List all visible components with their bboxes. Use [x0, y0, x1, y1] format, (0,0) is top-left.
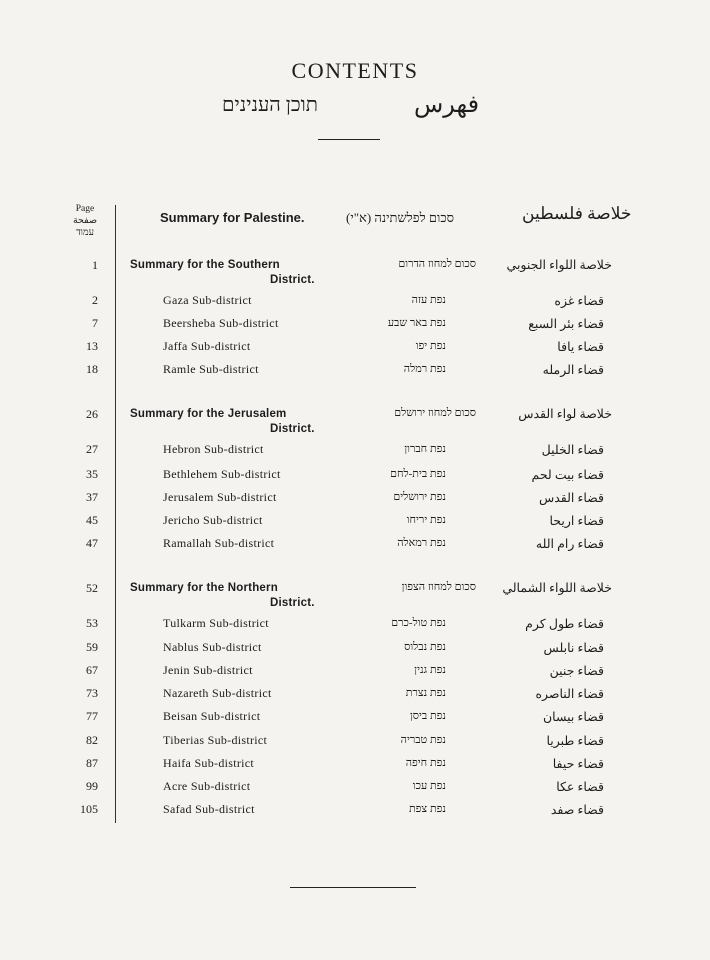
toc-subdistrict-name: Nablus Sub-district — [163, 640, 262, 654]
toc-arabic-label: خلاصة اللواء الشمالي — [502, 581, 612, 595]
toc-arabic-label: قضاء الرمله — [542, 363, 604, 377]
toc-subdistrict-name: Jericho Sub-district — [163, 513, 263, 527]
toc-arabic-label: قضاء جنين — [549, 664, 604, 678]
toc-hebrew-label: נפת צפת — [408, 803, 446, 815]
toc-subdistrict-name: Tiberias Sub-district — [163, 733, 268, 747]
toc-arabic-label: قضاء القدس — [538, 491, 604, 505]
toc-arabic-label: قضاء الناصره — [535, 687, 604, 701]
toc-subdistrict-name: Jenin Sub-district — [163, 663, 253, 677]
toc-page-number: 26 — [86, 407, 98, 421]
toc-hebrew-label: נפת ביסן — [409, 710, 446, 722]
toc-arabic-label: قضاء طول كرم — [525, 617, 604, 631]
toc-arabic-label: قضاء حيفا — [552, 757, 604, 771]
toc-page-number: 73 — [86, 686, 98, 700]
toc-arabic-label: خلاصة اللواء الجنوبي — [506, 258, 612, 272]
toc-hebrew-label: סכום למחוז ירושלם — [394, 407, 476, 419]
toc-subdistrict-name: Safad Sub-district — [163, 802, 255, 816]
toc-hebrew-label: נפת גנין — [414, 664, 446, 676]
toc-subdistrict-name: Jerusalem Sub-district — [163, 490, 277, 504]
toc-hebrew-label: נפת רמלה — [403, 363, 446, 375]
toc-arabic-label: قضاء صفد — [550, 803, 604, 817]
page-column-divider — [115, 205, 116, 823]
toc-hebrew-label: נפת עכו — [412, 780, 446, 792]
toc-hebrew-label: נפת באר שבע — [387, 317, 446, 329]
toc-hebrew-label: נפת יריחו — [406, 514, 446, 526]
toc-page-number: 52 — [86, 581, 98, 595]
page-header-hebrew: עמוד — [75, 228, 94, 238]
toc-page-number: 7 — [92, 316, 98, 330]
toc-section-heading — [130, 258, 315, 288]
toc-subdistrict-name: Acre Sub-district — [163, 779, 251, 793]
toc-section-heading-line2: District. — [270, 423, 315, 435]
title-divider — [318, 139, 380, 140]
toc-subdistrict-name: Nazareth Sub-district — [163, 686, 272, 700]
toc-page-number: 13 — [86, 339, 98, 353]
summary-palestine-english: Summary for Palestine. — [160, 210, 305, 225]
toc-hebrew-label: נפת טבריה — [400, 734, 446, 746]
toc-subdistrict-name: Hebron Sub-district — [163, 442, 264, 456]
toc-page-number: 82 — [86, 733, 98, 747]
toc-page-number: 45 — [86, 513, 98, 527]
toc-section-heading-line2: District. — [270, 274, 315, 286]
toc-hebrew-label: נפת עזה — [411, 294, 446, 306]
toc-page-number: 77 — [86, 709, 98, 723]
toc-arabic-label: قضاء بئر السبع — [528, 317, 604, 331]
toc-subdistrict-name: Beisan Sub-district — [163, 709, 261, 723]
toc-hebrew-label: נפת ירושלים — [393, 491, 446, 503]
toc-page-number: 105 — [80, 802, 98, 816]
toc-hebrew-label: נפת נבלוס — [404, 641, 446, 653]
toc-page-number: 18 — [86, 362, 98, 376]
toc-subdistrict-name: Ramle Sub-district — [163, 362, 259, 376]
toc-page-number: 35 — [86, 467, 98, 481]
toc-subdistrict-name: Jaffa Sub-district — [163, 339, 251, 353]
toc-arabic-label: قضاء يافا — [557, 340, 604, 354]
toc-section-heading — [130, 581, 315, 611]
toc-arabic-label: قضاء نابلس — [543, 641, 604, 655]
summary-palestine-hebrew: סכום לפלשתינה (א"י) — [346, 210, 455, 225]
toc-subdistrict-name: Gaza Sub-district — [163, 293, 252, 307]
page-column-header — [64, 203, 106, 239]
toc-hebrew-label: סכום למחוז הדרום — [398, 258, 476, 270]
toc-hebrew-label: נפת רמאלה — [397, 537, 446, 549]
toc-subdistrict-name: Tulkarm Sub-district — [163, 616, 269, 630]
toc-hebrew-label: נפת יפו — [415, 340, 446, 352]
toc-page-number: 27 — [86, 442, 98, 456]
toc-arabic-label: قضاء بيسان — [542, 710, 604, 724]
toc-page-number: 37 — [86, 490, 98, 504]
toc-arabic-label: قضاء رام الله — [535, 537, 604, 551]
summary-palestine-arabic: خلاصة فلسطين — [522, 204, 632, 223]
toc-section-heading — [130, 407, 315, 437]
toc-page-number: 87 — [86, 756, 98, 770]
toc-hebrew-label: סכום למחוז הצפון — [401, 581, 476, 593]
toc-section-heading-line2: District. — [270, 597, 315, 609]
toc-hebrew-label: נפת חיפה — [405, 757, 446, 769]
toc-hebrew-label: נפת חברון — [404, 443, 446, 455]
toc-page-number: 99 — [86, 779, 98, 793]
page-title-arabic: فهرس — [414, 92, 480, 118]
page-header-arabic: صفحة — [72, 216, 98, 226]
toc-page-number: 67 — [86, 663, 98, 677]
toc-section-heading-line1: Summary for the Northern — [130, 582, 278, 594]
toc-page-number: 2 — [92, 293, 98, 307]
toc-hebrew-label: נפת נצרת — [405, 687, 446, 699]
toc-page-number: 59 — [86, 640, 98, 654]
toc-arabic-label: قضاء بيت لحم — [531, 468, 604, 482]
bottom-divider — [290, 887, 416, 888]
toc-page-number: 47 — [86, 536, 98, 550]
toc-subdistrict-name: Ramallah Sub-district — [163, 536, 275, 550]
page-title-hebrew: תוכן הענינים — [222, 94, 318, 116]
toc-subdistrict-name: Bethlehem Sub-district — [163, 467, 281, 481]
toc-subdistrict-name: Beersheba Sub-district — [163, 316, 279, 330]
toc-arabic-label: قضاء الخليل — [541, 443, 604, 457]
page-header-english: Page — [75, 204, 95, 214]
page-title: CONTENTS — [291, 58, 419, 83]
toc-page-number: 1 — [92, 258, 98, 272]
toc-arabic-label: قضاء طبريا — [546, 734, 604, 748]
toc-arabic-label: قضاء اريحا — [549, 514, 604, 528]
toc-section-heading-line1: Summary for the Southern — [130, 259, 280, 271]
toc-arabic-label: قضاء عكا — [556, 780, 604, 794]
toc-arabic-label: خلاصة لواء القدس — [518, 407, 612, 421]
toc-section-heading-line1: Summary for the Jerusalem — [130, 408, 287, 420]
toc-hebrew-label: נפת טול-כרם — [391, 617, 446, 629]
toc-page-number: 53 — [86, 616, 98, 630]
toc-subdistrict-name: Haifa Sub-district — [163, 756, 255, 770]
toc-hebrew-label: נפת בית-לחם — [390, 468, 446, 480]
toc-arabic-label: قضاء غزه — [554, 294, 604, 308]
